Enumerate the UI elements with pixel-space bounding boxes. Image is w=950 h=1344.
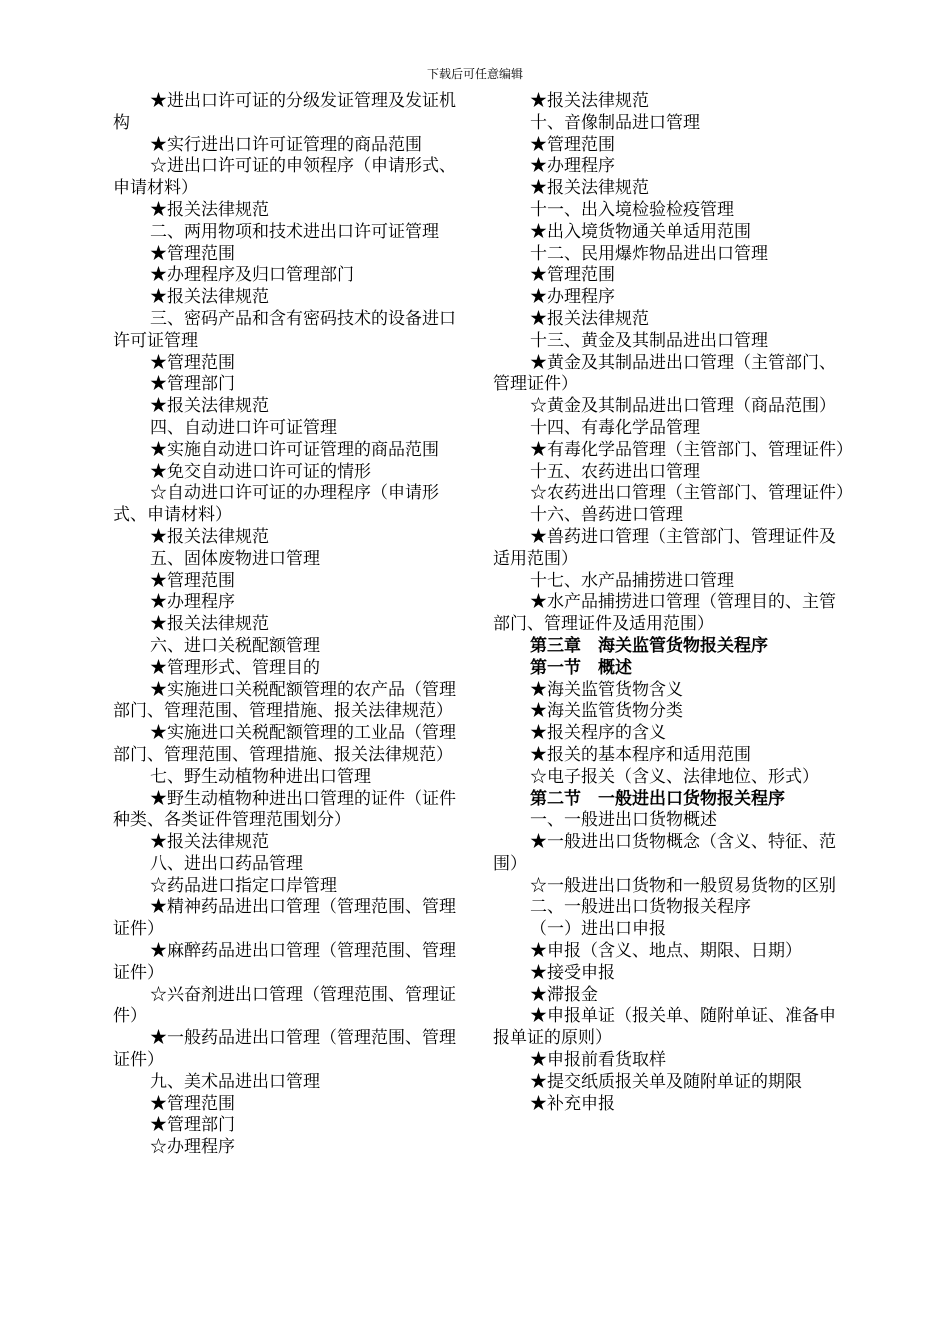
outline-item: 五、固体废物进口管理 (150, 548, 320, 569)
outline-item: 九、美术品进出口管理 (150, 1071, 320, 1092)
outline-item: ☆自动进口许可证的办理程序（申请形式、申请材料） (113, 483, 439, 526)
section-heading: 第三章 海关监管货物报关程序 (530, 635, 768, 656)
outline-item: 三、密码产品和含有密码技术的设备进口许可证管理 (113, 308, 456, 351)
outline-item: ★管理形式、管理目的 (150, 657, 320, 678)
page-header: 下载后可任意编辑 (426, 67, 523, 81)
outline-item: ★报关法律规范 (530, 91, 649, 111)
outline-item: ★报关程序的含义 (530, 723, 666, 744)
outline-item: ★管理范围 (150, 570, 235, 591)
outline-item: 十三、黄金及其制品进出口管理 (530, 330, 768, 351)
section-heading: 第二节 一般进出口货物报关程序 (530, 788, 785, 809)
outline-item: 七、野生动植物种进出口管理 (150, 766, 371, 787)
outline-item: 十五、农药进出口管理 (530, 461, 700, 482)
outline-item: ☆兴奋剂进出口管理（管理范围、管理证件） (113, 984, 456, 1027)
outline-item: 二、一般进出口货物报关程序 (530, 897, 751, 918)
right-column (493, 91, 853, 1115)
outline-item: ★滞报金 (530, 984, 598, 1005)
outline-item: 八、进出口药品管理 (150, 853, 303, 874)
outline-item: ★报关法律规范 (530, 308, 649, 329)
outline-item: ★报关法律规范 (150, 396, 269, 417)
outline-item: ★野生动植物种进出口管理的证件（证件种类、各类证件管理范围划分） (113, 788, 456, 831)
outline-item: ★麻醉药品进出口管理（管理范围、管理证件） (113, 941, 456, 983)
outline-item: ★报关法律规范 (150, 614, 269, 635)
outline-item: ★一般进出口货物概念（含义、特征、范围） (493, 832, 836, 874)
outline-item: ★报关法律规范 (150, 832, 269, 853)
outline-item: ★办理程序 (150, 592, 235, 613)
outline-item: ★办理程序及归口管理部门 (150, 265, 354, 286)
outline-item: ★实施进口关税配额管理的农产品（管理部门、管理范围、管理措施、报关法律规范） (113, 679, 456, 722)
outline-item: ★管理范围 (150, 243, 235, 264)
outline-item: ★管理范围 (150, 352, 235, 373)
outline-item: ★补充申报 (530, 1093, 615, 1114)
outline-item: （一）进出口申报 (530, 919, 666, 940)
left-column (113, 91, 468, 1159)
outline-item: ★进出口许可证的分级发证管理及发证机构 (113, 91, 456, 133)
outline-item: ★申报单证（报关单、随附单证、准备申报单证的原则） (493, 1006, 836, 1049)
outline-item: ☆一般进出口货物和一般贸易货物的区别 (530, 875, 836, 896)
outline-item: ★海关监管货物分类 (530, 701, 683, 722)
outline-item: ★水产品捕捞进口管理（管理目的、主管部门、管理证件及适用范围） (493, 592, 836, 635)
outline-item: ★免交自动进口许可证的情形 (150, 461, 371, 482)
outline-item: ★办理程序 (530, 156, 615, 177)
outline-item: ★兽药进口管理（主管部门、管理证件及适用范围） (493, 526, 836, 569)
outline-item: ★管理部门 (150, 374, 235, 395)
outline-item: ★管理范围 (530, 265, 615, 286)
outline-item: ★管理部门 (150, 1115, 235, 1136)
outline-item: ★出入境货物通关单适用范围 (530, 221, 751, 242)
outline-item: ☆进出口许可证的申领程序（申请形式、申请材料） (113, 156, 456, 199)
outline-item: ★报关法律规范 (530, 178, 649, 199)
outline-item: 十七、水产品捕捞进口管理 (530, 570, 734, 591)
outline-item: 六、进口关税配额管理 (150, 635, 320, 656)
outline-item: ★管理范围 (150, 1093, 235, 1114)
outline-item: ★实施自动进口许可证管理的商品范围 (150, 439, 439, 460)
outline-item: 十二、民用爆炸物品进出口管理 (530, 243, 768, 264)
outline-item: ★实行进出口许可证管理的商品范围 (150, 134, 422, 155)
outline-item: ☆农药进出口管理（主管部门、管理证件） (530, 483, 853, 504)
outline-item: ★管理范围 (530, 134, 615, 155)
outline-item: 十四、有毒化学品管理 (530, 417, 700, 438)
outline-item: ★申报前看货取样 (530, 1050, 666, 1071)
outline-item: 十、音像制品进口管理 (530, 112, 700, 133)
outline-item: 一、一般进出口货物概述 (530, 810, 717, 831)
outline-item: ★实施进口关税配额管理的工业品（管理部门、管理范围、管理措施、报关法律规范） (113, 723, 456, 765)
outline-item: 四、自动进口许可证管理 (150, 417, 337, 438)
outline-item: 十六、兽药进口管理 (530, 505, 683, 526)
outline-item: ★报关法律规范 (150, 199, 269, 220)
outline-item: ★接受申报 (530, 962, 615, 983)
outline-item: ★有毒化学品管理（主管部门、管理证件） (530, 439, 853, 460)
outline-item: ★申报（含义、地点、期限、日期） (530, 941, 802, 962)
outline-item: ☆办理程序 (150, 1137, 235, 1158)
outline-item: 二、两用物项和技术进出口许可证管理 (150, 221, 439, 242)
outline-item: ★提交纸质报关单及随附单证的期限 (530, 1071, 802, 1092)
outline-item: ★报关法律规范 (150, 287, 269, 308)
outline-item: ★精神药品进出口管理（管理范围、管理证件） (113, 897, 456, 940)
outline-item: ★报关的基本程序和适用范围 (530, 744, 751, 765)
outline-item: ★黄金及其制品进出口管理（主管部门、管理证件） (493, 352, 836, 395)
section-heading: 第一节 概述 (530, 657, 632, 678)
outline-item: ★办理程序 (530, 287, 615, 308)
outline-item: ☆药品进口指定口岸管理 (150, 875, 337, 896)
outline-item: ★报关法律规范 (150, 526, 269, 547)
outline-item: ☆电子报关（含义、法律地位、形式） (530, 766, 819, 787)
outline-item: ☆黄金及其制品进出口管理（商品范围） (530, 396, 836, 417)
outline-item: ★一般药品进出口管理（管理范围、管理证件） (113, 1028, 456, 1071)
outline-item: 十一、出入境检验检疫管理 (530, 199, 734, 220)
outline-item: ★海关监管货物含义 (530, 679, 683, 700)
